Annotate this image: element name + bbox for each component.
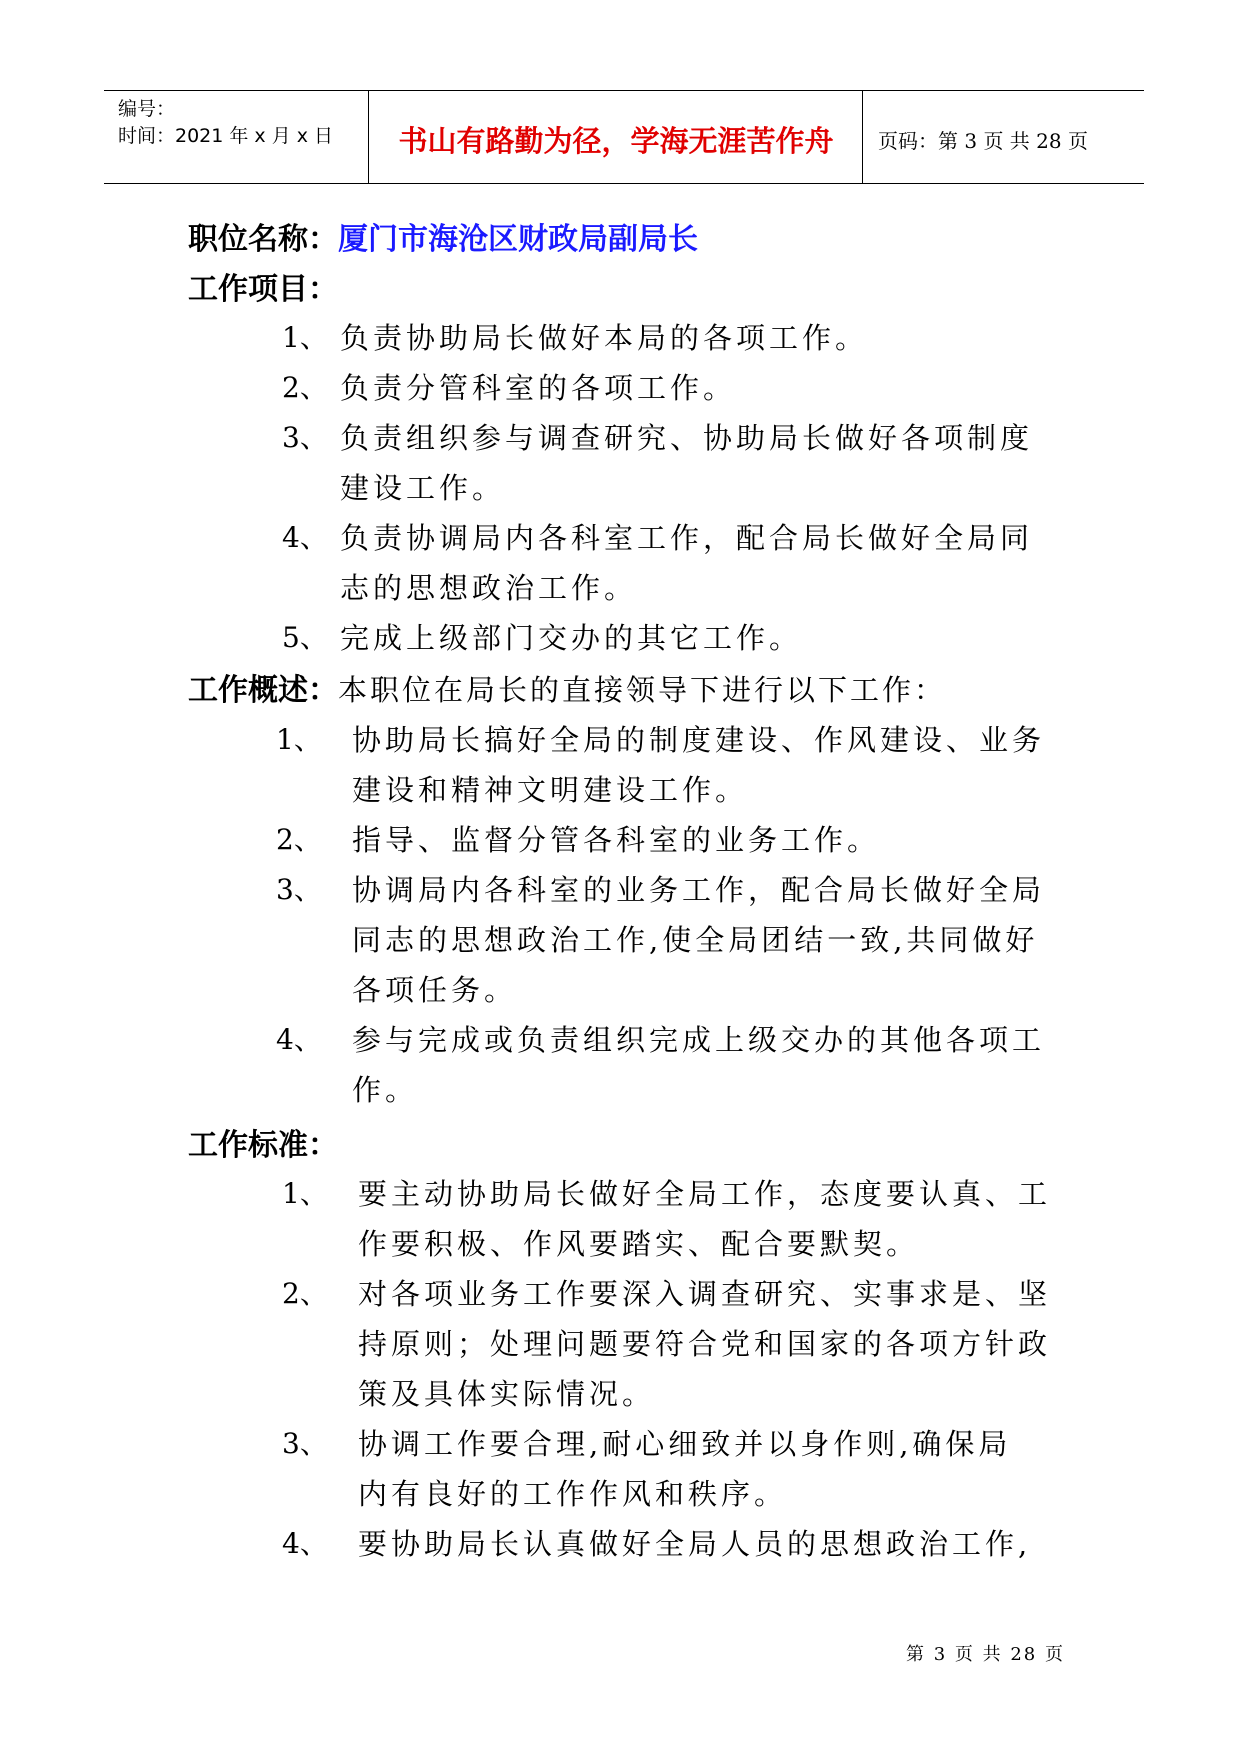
item-number: 4、: [276, 1023, 322, 1056]
item-text: 协调工作要合理,耐心细致并以身作则,确保局: [358, 1427, 1012, 1461]
item-text: 负责协助局长做好本局的各项工作。: [340, 321, 869, 355]
item-number: 1、: [282, 1177, 328, 1210]
header-page-cell: [864, 91, 1144, 183]
item-number: 5、: [282, 621, 328, 654]
item-number: 2、: [282, 1277, 328, 1310]
item-text: 作。: [352, 1073, 419, 1107]
item-text: 完成上级部门交办的其它工作。: [340, 621, 803, 655]
item-number: 1、: [276, 723, 322, 756]
item-number: 4、: [282, 521, 328, 554]
position-label: 职位名称：: [188, 222, 338, 257]
item-text: 指导、监督分管各科室的业务工作。: [352, 823, 881, 857]
header-motto-cell: [370, 91, 863, 183]
item-number: 3、: [282, 1427, 328, 1460]
overview-line: [188, 670, 946, 711]
page-footer: 第 3 页 共 28 页: [906, 1644, 1065, 1665]
motto: 书山有路勤为径，学海无涯苦作舟: [398, 124, 834, 158]
item-number: 3、: [276, 873, 322, 906]
item-number: 3、: [282, 421, 328, 454]
item-text: 建设工作。: [340, 471, 506, 505]
item-text: 负责组织参与调查研究、协助局长做好各项制度: [340, 421, 1034, 455]
item-number: 1、: [282, 321, 328, 354]
item-text: 协调局内各科室的业务工作，配合局长做好全局: [352, 873, 1046, 907]
header-meta-cell: [104, 91, 369, 183]
item-text: 参与完成或负责组织完成上级交办的其他各项工: [352, 1023, 1046, 1057]
item-text: 内有良好的工作作风和秩序。: [358, 1477, 788, 1511]
item-text: 各项任务。: [352, 973, 518, 1007]
item-text: 建设和精神文明建设工作。: [352, 773, 749, 807]
item-text: 负责协调局内各科室工作，配合局长做好全局同: [340, 521, 1034, 555]
item-text: 持原则；处理问题要符合党和国家的各项方针政: [358, 1327, 1052, 1361]
overview-intro: 本职位在局长的直接领导下进行以下工作：: [338, 673, 947, 707]
item-text: 要协助局长认真做好全局人员的思想政治工作,: [358, 1527, 1032, 1561]
position-line: [188, 220, 698, 260]
item-text: 对各项业务工作要深入调查研究、实事求是、坚: [358, 1277, 1052, 1311]
serial-label: 编号：: [118, 98, 176, 120]
item-text: 要主动协助局长做好全局工作，态度要认真、工: [358, 1177, 1052, 1211]
section-title-overview: 工作概述：: [188, 673, 338, 708]
item-text: 同志的思想政治工作,使全局团结一致,共同做好: [352, 923, 1039, 957]
item-text: 协助局长搞好全局的制度建设、作风建设、业务: [352, 723, 1046, 757]
item-text: 志的思想政治工作。: [340, 571, 638, 605]
item-number: 4、: [282, 1527, 328, 1560]
position-title: 厦门市海沧区财政局副局长: [338, 222, 698, 257]
item-number: 2、: [282, 371, 328, 404]
page-info: 页码：第 3 页 共 28 页: [878, 129, 1088, 153]
item-text: 负责分管科室的各项工作。: [340, 371, 737, 405]
date-label: 时间：2021 年 x 月 x 日: [118, 125, 334, 147]
section-title-items: 工作项目：: [188, 272, 338, 307]
document-header: [104, 90, 1144, 184]
item-text: 策及具体实际情况。: [358, 1377, 656, 1411]
section-title-standards: 工作标准：: [188, 1128, 338, 1163]
item-number: 2、: [276, 823, 322, 856]
item-text: 作要积极、作风要踏实、配合要默契。: [358, 1227, 920, 1261]
